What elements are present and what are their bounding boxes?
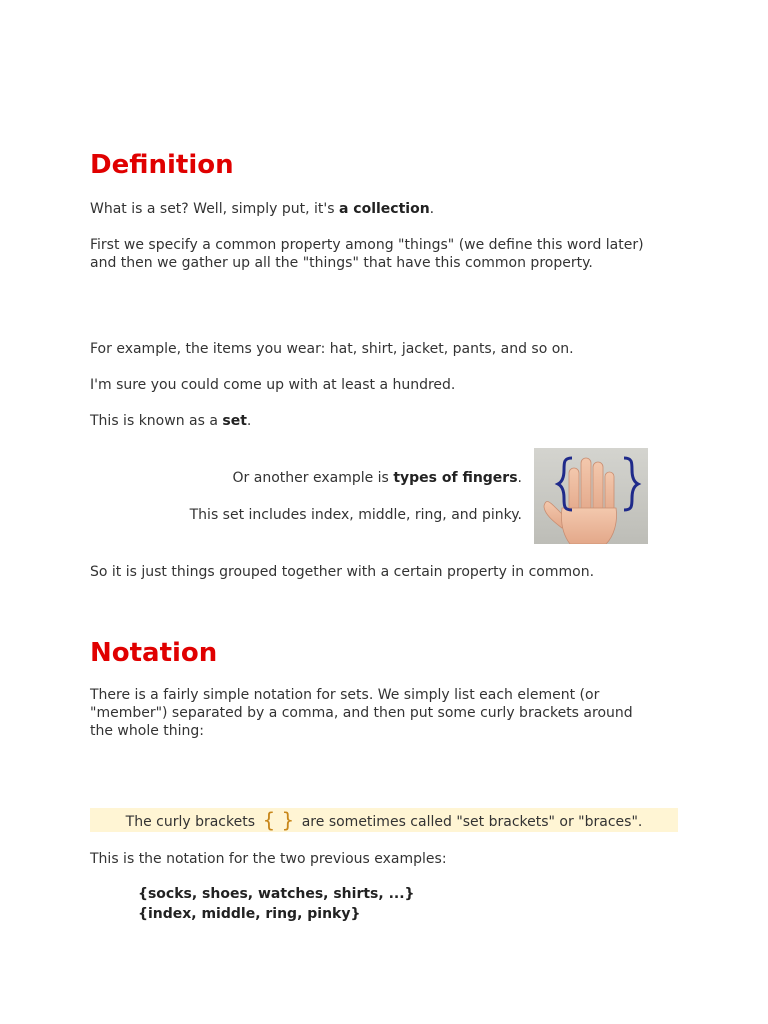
set-notation-example-1: {socks, shoes, watches, shirts, ...} — [138, 886, 415, 902]
definition-p2-line2: and then we gather up all the "things" that have this common property. — [90, 255, 593, 271]
fingers-example-bold: types of fingers — [393, 470, 518, 486]
braces-symbol: { } — [262, 808, 295, 832]
notation-p1-line1: There is a fairly simple notation for sets. We simply list each element (or — [90, 687, 600, 703]
definition-paragraph-1 — [90, 200, 670, 218]
notation-paragraph-2: This is the notation for the two previous examples: — [90, 851, 447, 867]
definition-p5-bold: set — [222, 413, 247, 429]
definition-p5-text: This is known as a — [90, 413, 223, 429]
fingers-example-line-1 — [90, 469, 522, 487]
fingers-example-line-2: This set includes index, middle, ring, and pinky. — [189, 507, 522, 523]
definition-p1-bold: a collection — [338, 201, 430, 217]
fingers-example-text: Or another example is — [232, 470, 394, 486]
definition-p1-text: What is a set? Well, simply put, it's — [90, 201, 339, 217]
definition-paragraph-2 — [90, 236, 670, 272]
set-notation-example-2: {index, middle, ring, pinky} — [138, 906, 361, 922]
notation-heading: Notation — [90, 638, 218, 668]
note-text: The curly brackets — [125, 814, 260, 830]
definition-paragraph-5 — [90, 412, 670, 430]
hand-with-braces-image — [534, 448, 648, 544]
fingers-example-end: . — [517, 470, 522, 486]
definition-paragraph-4: I'm sure you could come up with at least a hundred. — [90, 377, 456, 393]
definition-paragraph-6: So it is just things grouped together with a certain property in common. — [90, 564, 595, 580]
definition-p5-end: . — [246, 413, 252, 429]
definition-heading: Definition — [90, 150, 234, 180]
notation-p1-line2: "member") separated by a comma, and then put some curly brackets around — [90, 705, 633, 721]
definition-paragraph-3: For example, the items you wear: hat, shirt, jacket, pants, and so on. — [90, 341, 574, 357]
curly-brackets-note — [90, 808, 678, 832]
notation-paragraph-1 — [90, 686, 670, 740]
definition-p2-line1: First we specify a common property among "things" (we define this word later) — [90, 237, 644, 253]
definition-p1-end: . — [429, 201, 435, 217]
notation-p1-line3: the whole thing: — [90, 723, 204, 739]
note-text-end: are sometimes called "set brackets" or "braces". — [297, 814, 643, 830]
